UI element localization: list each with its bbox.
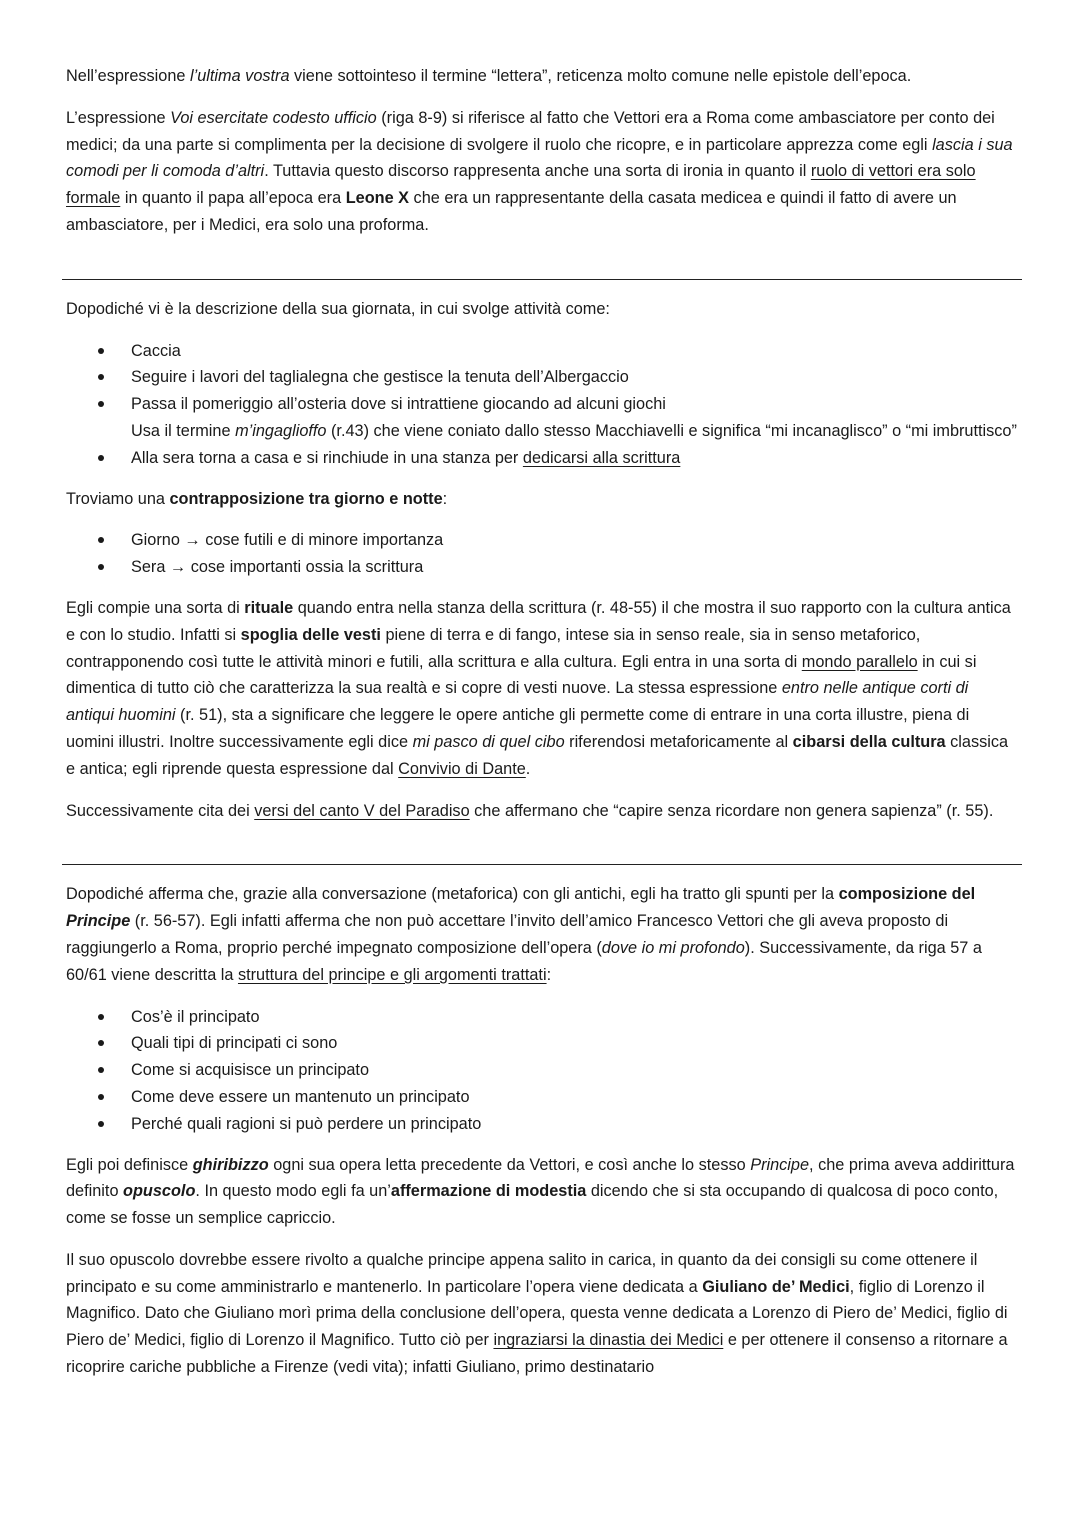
list-item: Sera → cose importanti ossia la scrittura [66, 554, 1018, 581]
underlined-phrase: mondo parallelo [801, 652, 918, 671]
paragraph-codesto-ufficio: L’espressione Voi esercitate codesto ufficio (riga 8-9) si riferisce al fatto che Vettori era a Roma come ambasciatore per conto dei medici; da una parte si complimenta per la decisione di svolgere il ruolo che ricopre, e in particolare apprezza come egli lascia i sua comodi per li comoda d’altri. Tuttavia questo discorso rappresenta anche una sorta di ironia in quanto il ruolo di vettori era solo formale in quanto il papa all’epoca era Leone X che era un rappresentante della casata medicea e quindi il fatto di avere un ambasciatore, per i Medici, era solo una proforma. [66, 108, 1013, 234]
day-activities-list [66, 338, 1018, 472]
list-item: Caccia [66, 338, 1018, 365]
paragraph-dedica: Il suo opuscolo dovrebbe essere rivolto a qualche principe appena salito in carica, in quanto da dei consigli su come ottenere il principato e su come amministrarlo e mantenerlo. In particolare l’opera viene dedicata a Giuliano de’ Medici, figlio di Lorenzo il Magnifico. Dato che Giuliano morì prima della conclusione dell’opera, questa venne dedicata a Lorenzo di Piero de’ Medici, figlio di Piero de’ Medici, figlio di Lorenzo il Magnifico. Tutto ciò per ingraziarsi la dinastia dei Medici e per ottenere il consenso a ritornare a ricoprire cariche pubbliche a Firenze (vedi vita); infatti Giuliano, primo destinatario [66, 1250, 1008, 1377]
paragraph-rituale: Egli compie una sorta di rituale quando entra nella stanza della scrittura (r. 48-55) il che mostra il suo rapporto con la cultura antica e con lo studio. Infatti si spoglia delle vesti piene di terra e di fango, intese sia in senso reale, sia in senso metaforico, contrapponendo così tutte le attività minori e futili, alla scrittura e alla cultura. Egli entra in una sorta di mondo parallelo in cui si dimentica di tutto ciò che caratterizza la sua realtà e si copre di vesti nuove. La stessa espressione entro nelle antique corti di antiqui huomini (r. 51), sta a significare che leggere le opere antiche gli permette come di entrare in una corta illustre, piena di uomini illustri. Inoltre successivamente egli dice mi pasco di quel cibo riferendosi metaforicamente al cibarsi della cultura classica e antica; egli riprende questa espressione dal Convivio di Dante. [66, 598, 1011, 778]
list-item: Come si acquisisce un principato [66, 1057, 1018, 1084]
underlined-phrase: ingraziarsi la dinastia dei Medici [493, 1331, 724, 1350]
paragraph-giornata-intro: Dopodiché vi è la descrizione della sua giornata, in cui svolge attività come: [66, 299, 610, 318]
list-item: Passa il pomeriggio all’osteria dove si intrattiene giocando ad alcuni giochi Usa il termine m’ingaglioffo (r.43) che viene coniato dallo stesso Macchiavelli e significa “mi incanaglisco” o “mi imbruttisco” [66, 391, 1018, 445]
list-item: Giorno → cose futili e di minore importanza [66, 527, 1018, 554]
italic-phrase: m’ingaglioffo [235, 421, 327, 440]
bold-phrase: composizione del Principe [66, 885, 976, 931]
italic-phrase: mi pasco di quel cibo [412, 732, 565, 751]
bold-phrase: contrapposizione tra giorno e notte [169, 489, 443, 508]
italic-phrase: Voi esercitate codesto ufficio [170, 108, 377, 127]
day-night-contrast-list [66, 527, 1018, 581]
bold-phrase: Giuliano de’ Medici [702, 1277, 850, 1296]
list-item: Alla sera torna a casa e si rinchiude in una stanza per dedicarsi alla scrittura [66, 445, 1018, 472]
section-divider [62, 279, 1022, 280]
underlined-phrase: dedicarsi alla scrittura [522, 448, 681, 467]
list-item: Come deve essere un mantenuto un principato [66, 1084, 1018, 1111]
paragraph-ultima-vostra: Nell’espressione l’ultima vostra viene sottointeso il termine “lettera”, reticenza molto comune nelle epistole dell’epoca. [66, 67, 912, 85]
paragraph-contrapposizione: Troviamo una contrapposizione tra giorno e notte: [66, 489, 448, 508]
bold-phrase: Leone X [345, 189, 410, 208]
italic-phrase: Principe [750, 1155, 810, 1174]
list-item: Seguire i lavori del taglialegna che gestisce la tenuta dell’Albergaccio [66, 364, 1018, 391]
underlined-phrase: ruolo di vettori era solo formale [66, 162, 976, 208]
bold-phrase: spoglia delle vesti [240, 625, 381, 644]
list-item-continuation: Usa il termine m’ingaglioffo (r.43) che viene coniato dallo stesso Macchiavelli e significa “mi incanaglisco” o “mi imbruttisco” [131, 421, 1017, 440]
bold-phrase: affermazione di modestia [390, 1182, 587, 1201]
paragraph-composizione-principe: Dopodiché afferma che, grazie alla conversazione (metaforica) con gli antichi, egli ha tratto gli spunti per la composizione del Principe (r. 56-57). Egli infatti afferma che non può accettare l’invito dell’amico Francesco Vettori che gli aveva proposto di raggiungerlo a Roma, proprio perché impegnato composizione dell’opera (dove io mi profondo). Successivamente, da riga 57 a 60/61 viene descritta la struttura del principe e gli argomenti trattati: [66, 885, 982, 984]
section-divider [62, 864, 1022, 865]
italic-phrase: entro nelle antique corti di antiqui huomini [66, 679, 969, 725]
paragraph-paradiso: Successivamente cita dei versi del canto V del Paradiso che affermano che “capire senza ricordare non genera sapienza” (r. 55). [66, 801, 994, 820]
italic-phrase: lascia i sua comodi per li comoda d’altri [66, 135, 1013, 181]
italic-phrase: dove io mi profondo [601, 938, 745, 957]
list-item: Quali tipi di principati ci sono [66, 1030, 1018, 1057]
bold-phrase: rituale [244, 598, 294, 617]
underlined-phrase: versi del canto V del Paradiso [254, 801, 470, 820]
list-item: Cos’è il principato [66, 1004, 1018, 1031]
principe-topics-list [66, 1004, 1018, 1138]
bold-phrase: cibarsi della cultura [792, 732, 946, 751]
italic-phrase: l’ultima vostra [189, 67, 290, 85]
bold-italic-phrase: opuscolo [123, 1182, 196, 1201]
bold-italic-phrase: ghiribizzo [192, 1155, 269, 1174]
paragraph-ghiribizzo: Egli poi definisce ghiribizzo ogni sua opera letta precedente da Vettori, e così anche lo stesso Principe, che prima aveva addirittura definito opuscolo. In questo modo egli fa un’affermazione di modestia dicendo che si sta occupando di qualcosa di poco conto, come se fosse un semplice capriccio. [66, 1155, 1015, 1228]
underlined-phrase: Convivio di Dante [398, 759, 526, 778]
underlined-phrase: struttura del principe e gli argomenti trattati [237, 965, 547, 984]
italic-phrase: Principe [66, 912, 131, 931]
list-item: Perché quali ragioni si può perdere un principato [66, 1111, 1018, 1138]
